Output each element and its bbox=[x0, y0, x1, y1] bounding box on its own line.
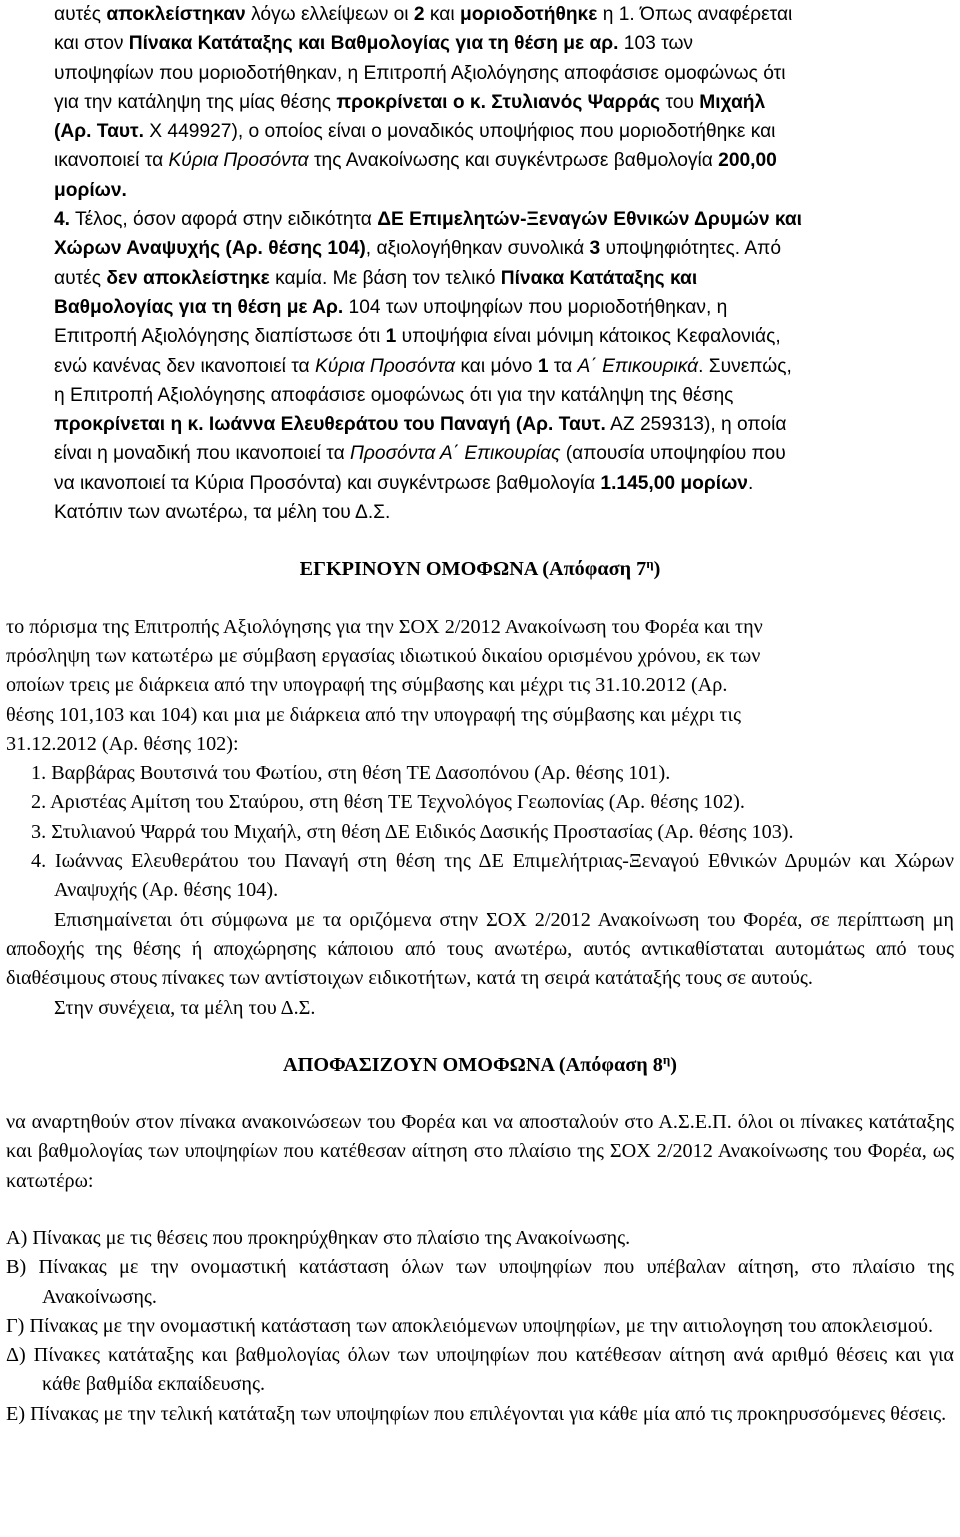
replacement-note-paragraph: Επισημαίνεται ότι σύμφωνα με τα οριζόμενα στην ΣΟΧ 2/2012 Ανακοίνωση του Φορέα, σε περίπτωση μη αποδοχής της θέσης ή αποχώρησης κάποιου από τους ανωτέρω, αυτός αντικαθίσταται αυτομάτως από τους διαθέσιμους στους πίνακες των αντίστοιχων ειδικοτήτων, κατά τη σειρά κατάταξής τους σε αυτούς. bbox=[6, 908, 954, 990]
list-item: 4. Ιωάννας Ελευθεράτου του Παναγή στη θέση της ΔΕ Επιμελήτριας-Ξεναγού Εθνικών Δρυμών και Χώρων Αναψυχής (Αρ. θέσης 104). bbox=[31, 850, 954, 902]
text-line: το πόρισμα της Επιτροπής Αξιολόγησης για την ΣΟΧ 2/2012 Ανακοίνωση του Φορέα και την bbox=[6, 615, 763, 638]
text-line: η Επιτροπή Αξιολόγησης αποφάσισε ομοφώνως ότι για την κατάληψη της θέσης bbox=[54, 384, 734, 406]
list-item: Δ) Πίνακες κατάταξης και βαθμολογίας όλων των υποψηφίων που κατέθεσαν αίτηση ανά αριθμό θέσεις και για κάθε βαθμίδα εκπαίδευσης. bbox=[6, 1344, 954, 1396]
list-item: Β) Πίνακας με την ονομαστική κατάσταση όλων των υποψηφίων που υπέβαλαν αίτηση, στο πλαίσιο της Ανακοίνωσης. bbox=[6, 1256, 954, 1308]
text-line: Βαθμολογίας για τη θέση με Αρ. 104 των υποψηφίων που μοριοδοτήθηκαν, η bbox=[54, 296, 728, 318]
text-line: υποψηφίων που μοριοδοτήθηκαν, η Επιτροπή Αξιολόγησης αποφάσισε ομοφώνως ότι bbox=[54, 62, 786, 84]
text-line: είναι η μοναδική που ικανοποιεί τα Προσόντα Α΄ Επικουρίας (απουσία υποψηφίου που bbox=[54, 443, 786, 465]
list-item: 2. Αριστέας Αμίτση του Σταύρου, στη θέση ΤΕ Τεχνολόγος Γεωπονίας (Αρ. θέσης 102). bbox=[31, 791, 745, 814]
text-line: Κατόπιν των ανωτέρω, τα μέλη του Δ.Σ. bbox=[54, 502, 391, 524]
text-line: ενώ κανένας δεν ικανοποιεί τα Κύρια Προσόντα και μόνο 1 τα Α΄ Επικουρικά. Συνεπώς, bbox=[54, 355, 792, 377]
list-item: 3. Στυλιανού Ψαρρά του Μιχαήλ, στη θέση ΔΕ Ειδικός Δασικής Προστασίας (Αρ. θέσης 103). bbox=[31, 820, 794, 843]
candidate-103-paragraph bbox=[6, 0, 954, 205]
decision-7-heading: ΕΓΚΡΙΝΟΥΝ ΟΜΟΦΩΝΑ (Απόφαση $7^\eta$) bbox=[299, 556, 661, 581]
hires-list bbox=[6, 759, 954, 905]
text-line: θέσης 101,103 και 104) και μια με διάρκεια από την υπογραφή της σύμβασης και μέχρι τις bbox=[6, 703, 741, 726]
text-line: αυτές δεν αποκλείστηκε καμία. Με βάση τον τελικό Πίνακα Κατάταξης και bbox=[54, 267, 698, 289]
continue-line: Στην συνέχεια, τα μέλη του Δ.Σ. bbox=[54, 996, 316, 1019]
decision-8-heading: ΑΠΟΦΑΣΙΖΟΥΝ ΟΜΟΦΩΝΑ (Απόφαση $8^\eta$) bbox=[283, 1051, 677, 1076]
text-line: προκρίνεται η κ. Ιωάννα Ελευθεράτου του Παναγή (Αρ. Ταυτ. ΑΖ 259313), η οποία bbox=[54, 414, 787, 436]
text-line: πρόσληψη των κατωτέρω με σύμβαση εργασίας ιδιωτικού δικαίου ορισμένου χρόνου, εκ των bbox=[6, 644, 761, 667]
text-line: Επιτροπή Αξιολόγησης διαπίστωσε ότι 1 υποψήφια είναι μόνιμη κάτοικος Κεφαλονιάς, bbox=[54, 326, 781, 348]
list-item: Α) Πίνακας με τις θέσεις που προκηρύχθηκαν στο πλαίσιο της Ανακοίνωσης. bbox=[6, 1226, 631, 1249]
text-line: ικανοποιεί τα Κύρια Προσόντα της Ανακοίνωσης και συγκέντρωσε βαθμολογία 200,00 bbox=[54, 150, 777, 172]
text-line: να ικανοποιεί τα Κύρια Προσόντα) και συγκέντρωσε βαθμολογία 1.145,00 μορίων. bbox=[54, 472, 754, 494]
text-line: και στον Πίνακα Κατάταξης και Βαθμολογίας για τη θέση με αρ. 103 των bbox=[54, 33, 694, 55]
text-line: αυτές αποκλείστηκαν λόγω ελλείψεων οι 2 και μοριοδοτήθηκε η 1. Όπως αναφέρεται bbox=[54, 4, 793, 25]
decision-8-paragraph: να αναρτηθούν στον πίνακα ανακοινώσεων του Φορέα και να αποσταλούν στο Α.Σ.Ε.Π. όλοι οι πίνακες κατάταξης και βαθμολογίας των υποψηφίων που κατέθεσαν αίτηση στο πλαίσιο της ΣΟΧ 2/2012 Ανακοίνωσης του Φορέα, ως κατωτέρω: bbox=[6, 1111, 954, 1192]
superscript: η bbox=[646, 556, 654, 572]
list-item: 1. Βαρβάρας Βουτσινά του Φωτίου, στη θέση ΤΕ Δασοπόνου (Αρ. θέσης 101). bbox=[31, 762, 671, 785]
text-line: 4. Τέλος, όσον αφορά στην ειδικότητα ΔΕ Επιμελητών-Ξεναγών Εθνικών Δρυμών και bbox=[54, 209, 803, 231]
text-line: Χώρων Αναψυχής (Αρ. θέσης 104), αξιολογήθηκαν συνολικά 3 υποψηφιότητες. Από bbox=[54, 238, 782, 260]
item-4-paragraph bbox=[6, 205, 954, 527]
list-item: Ε) Πίνακας με την τελική κατάταξη των υποψηφίων που επιλέγονται για κάθε μία από τις προκηρυσσόμενες θέσεις. bbox=[6, 1402, 947, 1425]
text-line: 31.12.2012 (Αρ. θέσης 102): bbox=[6, 732, 239, 755]
superscript: η bbox=[662, 1051, 671, 1067]
tables-list bbox=[6, 1224, 954, 1429]
text-line: οποίων τρεις με διάρκεια από την υπογραφή της σύμβασης και μέχρι τις 31.10.2012 (Αρ. bbox=[6, 674, 728, 697]
text-line: (Αρ. Ταυτ. Χ 449927), ο οποίος είναι ο μοναδικός υποψήφιος που μοριοδοτήθηκε και bbox=[54, 121, 776, 143]
decision-7-paragraph bbox=[6, 613, 954, 759]
text-line: για την κατάληψη της μίας θέσης προκρίνεται ο κ. Στυλιανός Ψαρράς του Μιχαήλ bbox=[54, 91, 766, 113]
list-item: Γ) Πίνακας με την ονομαστική κατάσταση των αποκλειόμενων υποψηφίων, με την αιτιολογηση του αποκλεισμού. bbox=[6, 1314, 934, 1337]
text-line: μορίων. bbox=[54, 179, 127, 201]
